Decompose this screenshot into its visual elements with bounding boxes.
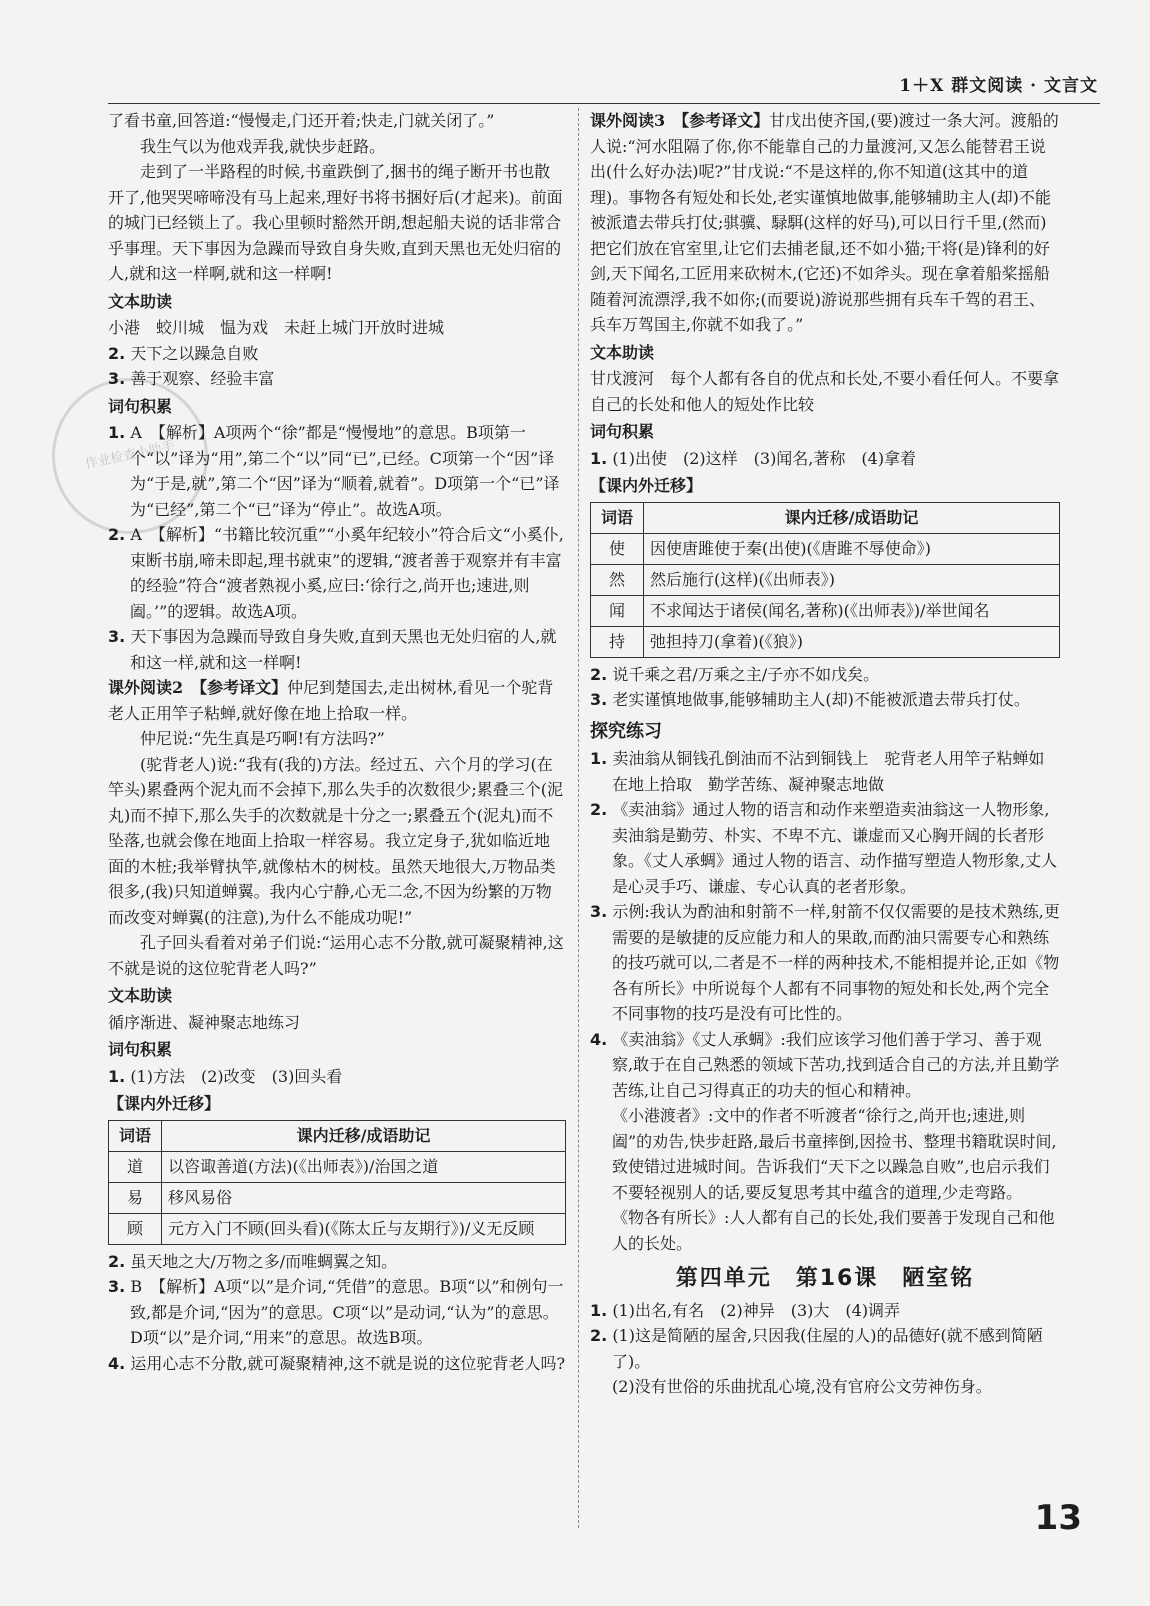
section-heading-exploration: 探究练习 [590, 720, 662, 742]
table-header: 词语 [109, 1120, 162, 1151]
reading-2: 课外阅读2 【参考译文】仲尼到楚国去,走出树林,看见一个驼背老人正用竿子粘蝉,就好像在地上拾取一样。 [108, 678, 554, 723]
list-item: 1. (1)出名,有名 (2)神异 (3)大 (4)调弄 [590, 1300, 901, 1320]
reading-2-para: (驼背老人)说:“我有(我的)方法。经过五、六个月的学习(在竿头)累叠两个泥丸而不会掉下,那么失手的次数很少;累叠三个(泥丸)而不掉下,那么失手的次数就是十分之一;累叠五个(泥丸)而不坠落,也就会像在地面上拾取一样容易。我立定身子,犹如临近地面的木桩;我举臂执竿,就像枯木的树枝。虽然天地很大,万物品类很多,(我)只知道蝉翼。我内心宁静,心无二念,不因为纷繁的万物而改变对蝉翼(的注意),为什么不能成功呢!” [108, 754, 563, 927]
table-row: 易 移风易俗 [109, 1182, 566, 1213]
left-column [108, 108, 566, 1376]
lesson-answer-line: (2)没有世俗的乐曲扰乱心境,没有官府公文劳神伤身。 [612, 1377, 992, 1396]
table-header: 课内迁移/成语助记 [644, 502, 1060, 533]
reading-2-label: 课外阅读2 【参考译文】 [108, 678, 288, 697]
list-item: 2. (1)这是简陋的屋舍,只因我(住屋的人)的品德好(就不感到简陋了)。 [590, 1326, 1043, 1371]
section-heading-text-aid: 文本助读 [590, 342, 655, 362]
section-heading-text-aid: 文本助读 [108, 986, 173, 1005]
list-item: 3. 天下事因为急躁而导致自身失败,直到天黑也无处归宿的人,就和这一样,就和这一样啊! [108, 627, 557, 672]
migrate-label: 【课内外迁移】 [590, 476, 703, 495]
lesson-title: 第四单元 第16课 陋室铭 [675, 1266, 975, 1291]
list-item: 2. 《卖油翁》通过人物的语言和动作来塑造卖油翁这一人物形象,卖油翁是勤劳、朴实、不卑不亢、谦虚而又心胸开阔的长者形象。《丈人承蜩》通过人物的语言、动作描写塑造人物形象,丈人是心灵手巧、谦虚、专心认真的老者形象。 [590, 800, 1058, 896]
list-item: 1. (1)出使 (2)这样 (3)闻名,著称 (4)拿着 [590, 448, 917, 468]
table-header: 课内迁移/成语助记 [162, 1120, 566, 1151]
page-number: 13 [1034, 1498, 1082, 1538]
exploration-extra: 《物各有所长》:人人都有自己的长处,我们要善于发现自己和他人的长处。 [612, 1208, 1055, 1253]
column-divider [578, 108, 579, 1528]
table-row: 顾 元方入门不顾(回头看)(《陈太丘与友期行》)/义无反顾 [109, 1213, 566, 1244]
list-item: 3. 老实谨慎地做事,能够辅助主人(却)不能被派遣去带兵打仗。 [590, 690, 1030, 709]
section-heading-vocab: 词句积累 [590, 422, 655, 441]
right-column [590, 108, 1060, 1400]
section-heading-vocab: 词句积累 [108, 1040, 173, 1059]
reading-3: 课外阅读3 【参考译文】甘戊出使齐国,(要)渡过一条大河。渡船的人说:“河水阻隔了你,你不能靠自己的力量渡河,又怎么能替君王说出(什么好办法)呢?”甘戊说:“不是这样的,你不知道(这其中的道理)。事物各有短处和长处,老实谨慎地做事,能够辅助主人(却)不能被派遣去带兵打仗;骐骥、騄駬(这样的好马),可以日行千里,(然而)把它们放在官室里,让它们去捕老鼠,还不如小猫;干将(是)锋利的好剑,天下闻名,工匠用来砍树木,(它还)不如斧头。现在拿着船桨摇船随着河流漂浮,我不如你;(而要说)游说那些拥有兵车千驾的君王、兵车万驾国主,你就不如我了。” [590, 111, 1059, 334]
table-header: 词语 [591, 502, 644, 533]
list-item: 3. 善于观察、经验丰富 [108, 369, 275, 388]
table-row: 持 弛担持刀(拿着)(《狼》) [591, 626, 1060, 657]
section-heading-text-aid: 文本助读 [108, 291, 173, 311]
list-item: 1. A 【解析】A项两个“徐”都是“慢慢地”的意思。B项第一个“以”译为“用”,第二个“以”同“已”,已经。C项第一个“因”译为“于是,就”,第二个“因”译为“顺着,就着”。D项第一个“已”译为“已经”,第二个“已”译为“停止”。故选A项。 [108, 423, 560, 519]
list-item: 3. B 【解析】A项“以”是介词,“凭借”的意思。B项“以”和例句一致,都是介词,“因为”的意思。C项“以”是动词,“认为”的意思。D项“以”是介词,“用来”的意思。故选B项。 [108, 1277, 564, 1347]
list-item: 4. 《卖油翁》《丈人承蜩》:我们应该学习他们善于学习、善于观察,敢于在自己熟悉的领域下苦功,找到适合自己的方法,并且勤学苦练,让自己习得真正的功夫的恒心和精神。 [590, 1029, 1060, 1100]
table-row: 道 以咨诹善道(方法)(《出师表》)/治国之道 [109, 1151, 566, 1182]
text-aid-line: 循序渐进、凝神聚志地练习 [108, 1012, 301, 1032]
intro-paragraph: 走到了一半路程的时候,书童跌倒了,捆书的绳子断开书也散开了,他哭哭啼啼没有马上起来,理好书将书捆好后(才起来)。前面的城门已经锁上了。我心里顿时豁然开朗,想起船夫说的话非常合乎事理。天下事因为急躁而导致自身失败,直到天黑也无处归宿的人,就和这一样啊,就和这一样啊! [108, 162, 563, 283]
text-aid-line: 甘戊渡河 每个人都有各自的优点和长处,不要小看任何人。不要拿自己的长处和他人的短处作比较 [590, 369, 1060, 414]
section-heading-vocab: 词句积累 [108, 396, 173, 416]
list-item: 4. 运用心志不分散,就可凝聚精神,这不就是说的这位驼背老人吗? [108, 1353, 566, 1373]
reading-3-label: 课外阅读3 【参考译文】 [590, 111, 770, 130]
list-item: 2. 虽天地之大/万物之多/而唯蜩翼之知。 [108, 1251, 398, 1271]
migrate-table [590, 502, 1060, 658]
stamp-text: 作业检查小助手 [83, 438, 177, 473]
intro-line-1: 了看书童,回答道:“慢慢走,门还开着;快走,门就关闭了。” [108, 111, 495, 130]
list-item: 3. 示例:我认为酌油和射箭不一样,射箭不仅仅需要的是技术熟练,更需要的是敏捷的反应能力和人的果敢,而酌油只需要专心和熟练的技巧就可以,二者是不一样的两种技术,不能相提并论,正如《物各有所长》中所说每个人都有不同事物的短处和长处,两个完全不同事物的技巧是没有可比性的。 [590, 902, 1060, 1023]
reading-2-para: 孔子回头看着对弟子们说:“运用心志不分散,就可凝聚精神,这不就是说的这位驼背老人吗?” [108, 933, 564, 978]
list-item: 2. A 【解析】“书籍比较沉重”“小奚年纪较小”符合后文“小奚仆,束断书崩,啼未即起,理书就束”的逻辑,“渡者善于观察并有丰富的经验”符合“渡者熟视小奚,应曰:‘徐行之,尚开也;速进,则阖。’”的逻辑。故选A项。 [108, 525, 564, 621]
header-rule [108, 103, 1100, 104]
list-item: 1. (1)方法 (2)改变 (3)回头看 [108, 1066, 343, 1086]
migrate-label: 【课内外迁移】 [108, 1094, 221, 1113]
table-row: 然 然后施行(这样)(《出师表》) [591, 564, 1060, 595]
table-row: 使 因使唐雎使于秦(出使)(《唐雎不辱使命》) [591, 533, 1060, 564]
intro-line-2: 我生气以为他戏弄我,就快步赶路。 [140, 136, 386, 156]
exploration-extra: 《小港渡者》:文中的作者不听渡者“徐行之,尚开也;速进,则阖”的劝告,快步赶路,最后书童摔倒,因捡书、整理书籍耽误时间,致使错过进城时间。告诉我们“天下之以躁急自败”,也启示我们不要轻视别人的话,要反复思考其中蕴含的道理,少走弯路。 [612, 1106, 1057, 1202]
list-item: 2. 说千乘之君/万乘之主/子亦不如戊矣。 [590, 664, 880, 684]
list-item: 2. 天下之以躁急自败 [108, 343, 259, 363]
list-item: 1. 卖油翁从铜钱孔倒油而不沾到铜钱上 驼背老人用竿子粘蝉如在地上拾取 勤学苦练、凝神聚志地做 [590, 749, 1045, 794]
reading-2-para: 仲尼说:“先生真是巧啊!有方法吗?” [140, 729, 385, 748]
text-aid-line: 小港 蛟川城 愠为戏 未赶上城门开放时进城 [108, 318, 445, 337]
migrate-table [108, 1120, 566, 1245]
table-row: 闻 不求闻达于诸侯(闻名,著称)(《出师表》)/举世闻名 [591, 595, 1060, 626]
header-title: 1＋X 群文阅读 · 文言文 [899, 76, 1098, 96]
